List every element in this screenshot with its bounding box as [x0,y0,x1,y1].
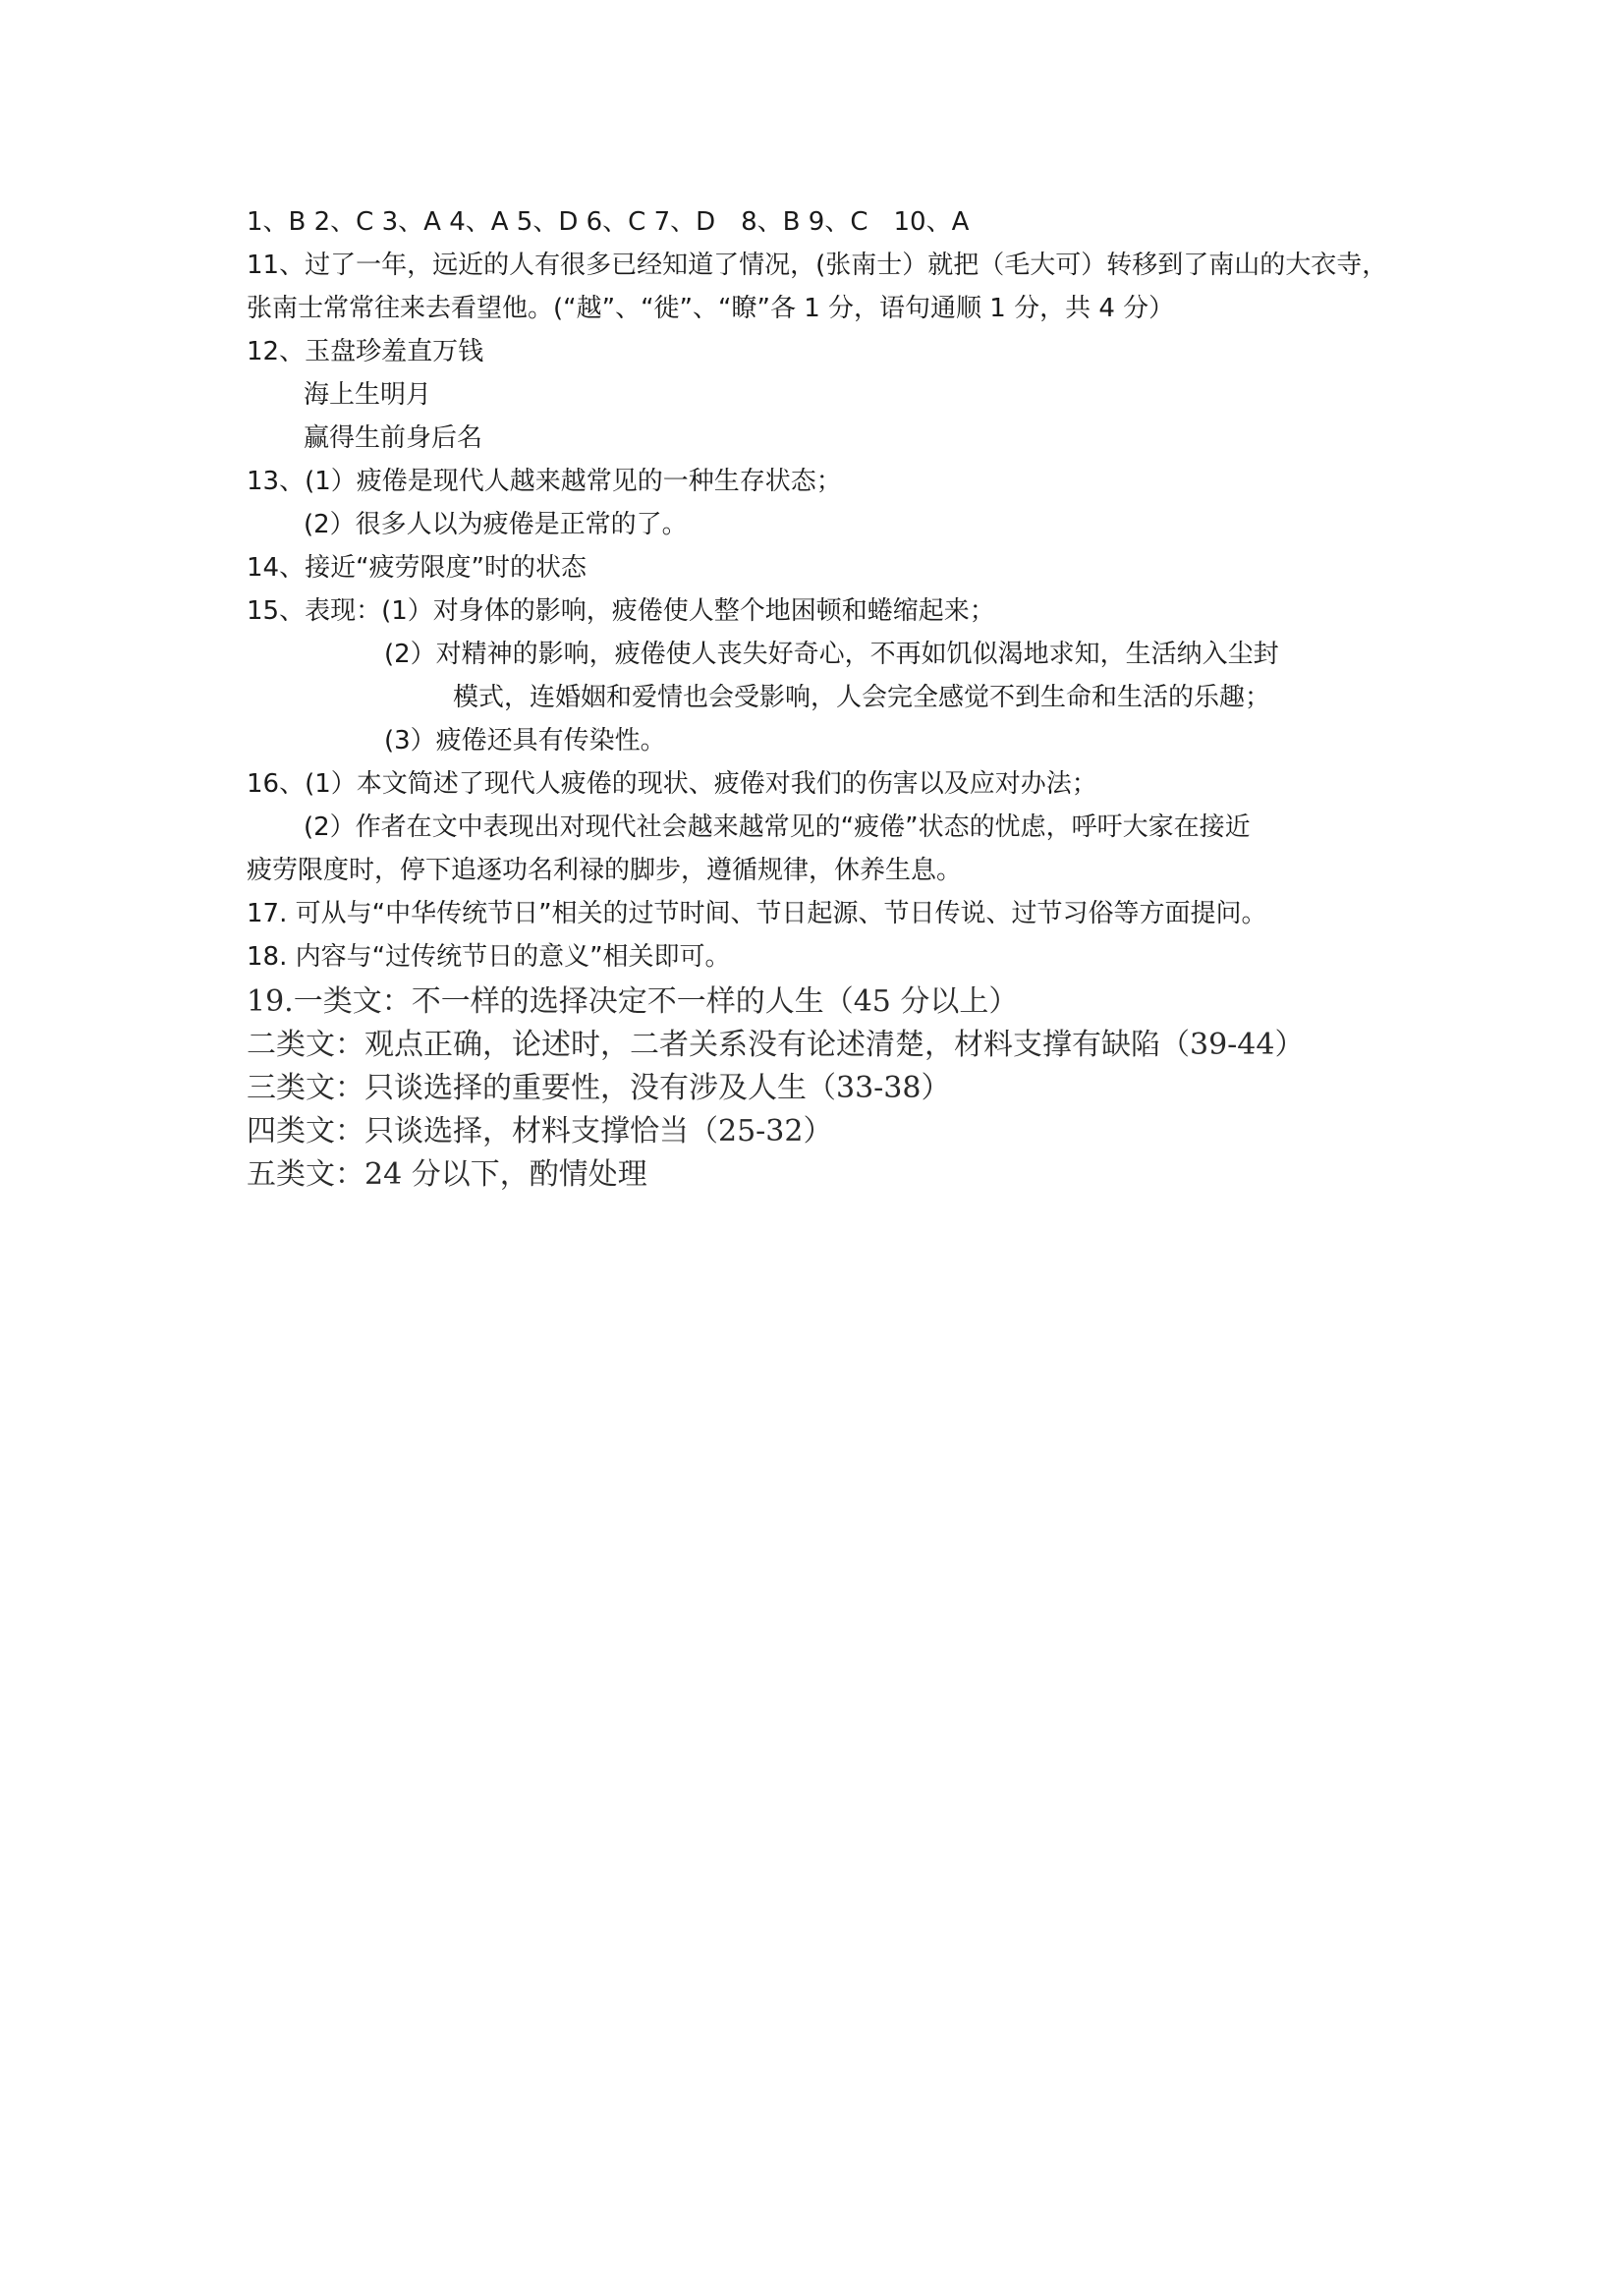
answer-q15-part2a: (2）对精神的影响，疲倦使人丧失好奇心，不再如饥似渴地求知，生活纳入尘封 [384,640,1279,669]
answer-q12-line3: 赢得生前身后名 [304,423,483,453]
answer-q15-part1: 15、表现：(1）对身体的影响，疲倦使人整个地困顿和蜷缩起来； [247,596,995,626]
rubric-level-5: 五类文：24 分以下，酌情处理 [247,1157,647,1192]
rubric-level-1: 19.一类文：不一样的选择决定不一样的人生（45 分以上） [247,984,1019,1019]
answer-q16-part1: 16、(1）本文简述了现代人疲倦的现状、疲倦对我们的伤害以及应对办法； [247,769,1097,799]
answer-q18: 18. 内容与“过传统节日的意义”相关即可。 [247,942,731,972]
answer-q12-line2: 海上生明月 [304,380,432,410]
rubric-level-3: 三类文：只谈选择的重要性，没有涉及人生（33-38） [247,1071,951,1105]
answer-q1-10: 1、B 2、C 3、A 4、A 5、D 6、C 7、D 8、B 9、C 10、A [247,207,970,237]
answer-q13-part1: 13、(1）疲倦是现代人越来越常见的一种生存状态； [247,467,842,496]
rubric-level-2: 二类文：观点正确，论述时，二者关系没有论述清楚，材料支撑有缺陷（39-44） [247,1028,1305,1062]
answer-q14: 14、接近“疲劳限度”时的状态 [247,553,588,583]
answer-q17: 17. 可从与“中华传统节日”相关的过节时间、节日起源、节日传说、过节习俗等方面提问。 [247,899,1267,928]
answer-q12-line1: 12、玉盘珍羞直万钱 [247,337,484,366]
answer-q11: 11、过了一年，远近的人有很多已经知道了情况，(张南士）就把（毛大可）转移到了南山的大衣寺，张南士常常往来去看望他。(“越”、“徙”、“瞭”各 1 分，语句通顺 1 分，共 4 分） [247,251,1388,323]
answer-q15-part2b: 模式，连婚姻和爱情也会受影响，人会完全感觉不到生命和生活的乐趣； [453,683,1271,712]
essay-grading-rubric [247,980,1396,1197]
answer-q16-part2b: 疲劳限度时，停下追逐功名利禄的脚步，遵循规律，休养生息。 [247,856,963,885]
answer-q15-part3: (3）疲倦还具有传染性。 [384,726,666,756]
rubric-level-4: 四类文：只谈选择，材料支撑恰当（25-32） [247,1114,833,1148]
answer-q13-part2: (2）很多人以为疲倦是正常的了。 [304,510,688,539]
answer-q16-part2a: (2）作者在文中表现出对现代社会越来越常见的“疲倦”状态的忧虑，呼吁大家在接近 [304,812,1251,842]
answer-key [247,200,1396,1197]
